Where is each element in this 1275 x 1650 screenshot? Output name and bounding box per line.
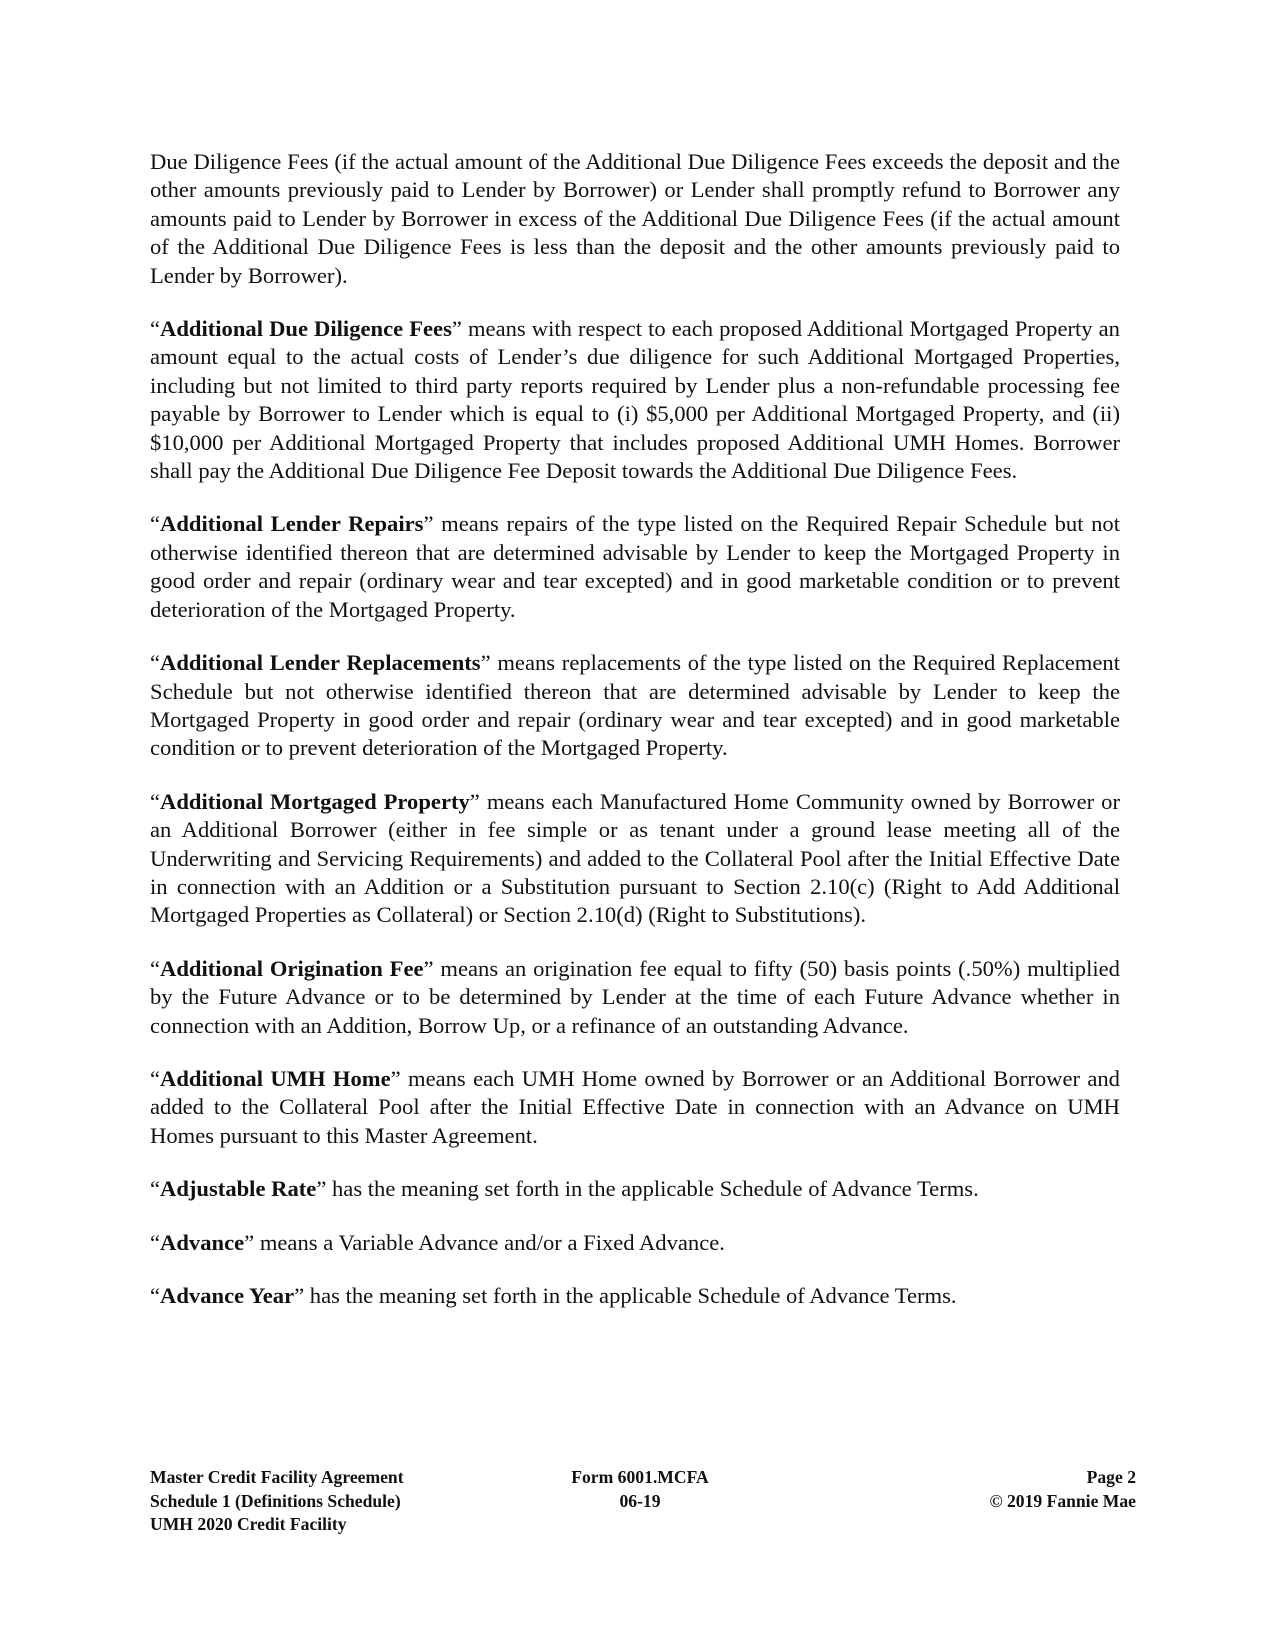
defined-term: Additional UMH Home xyxy=(160,1065,391,1091)
footer-page-info xyxy=(876,1466,1136,1513)
definition-text: means each Manufactured Home Community owned by Borrower or an Additional Borrower (either in fee simple or as tenant under a ground lease meeting all of the Underwriting and Servicing Requirements) and added to the Collateral Pool after the Initial Effective Date in connection with an Addition or a Substitution pursuant to Section 2.10(c) (Right to Add Additional Mortgaged Properties as Collateral) or Section 2.10(d) (Right to Substitutions). xyxy=(150,788,1120,928)
definition-text: has the meaning set forth in the applicable Schedule of Advance Terms. xyxy=(332,1176,979,1202)
definition-advance-year: “Advance Year” has the meaning set forth in the applicable Schedule of Advance Terms. xyxy=(150,1283,957,1308)
defined-term: Additional Lender Repairs xyxy=(160,511,424,537)
paragraph-text: Due Diligence Fees (if the actual amount of the Additional Due Diligence Fees exceeds the deposit and the other amounts previously paid to Lender by Borrower) or Lender shall promptly refund to Borrower any amounts paid to Lender by Borrower in excess of the Additional Due Diligence Fees (if the actual amount of the Additional Due Diligence Fees is less than the deposit and the other amounts previously paid to Lender by Borrower). xyxy=(150,149,1120,288)
footer-line: UMH 2020 Credit Facility xyxy=(150,1514,347,1534)
definition-text: means with respect to each proposed Additional Mortgaged Property an amount equal to the actual costs of Lender’s due diligence for such Additional Mortgaged Properties, including but not limited to third party reports required by Lender plus a non-refundable processing fee payable by Borrower to Lender which is equal to (i) $5,000 per Additional Mortgaged Property, and (ii) $10,000 per Additional Mortgaged Property that includes proposed Additional UMH Homes. Borrower shall pay the Additional Due Diligence Fee Deposit towards the Additional Due Diligence Fees. xyxy=(150,316,1120,484)
definition-additional-mortgaged-property: “Additional Mortgaged Property” means each Manufactured Home Community owned by Borrower or an Additional Borrower (either in fee simple or as tenant under a ground lease meeting all of the Underwriting and Servicing Requirements) and added to the Collateral Pool after the Initial Effective Date in connection with an Addition or a Substitution pursuant to Section 2.10(c) (Right to Add Additional Mortgaged Properties as Collateral) or Section 2.10(d) (Right to Substitutions). xyxy=(150,788,1120,928)
definition-additional-origination-fee: “Additional Origination Fee” means an origination fee equal to fifty (50) basis points (.50%) multiplied by the Future Advance or to be determined by Lender at the time of each Future Advance whether in connection with an Addition, Borrow Up, or a refinance of an outstanding Advance. xyxy=(150,955,1120,1038)
defined-term: Advance xyxy=(160,1229,245,1255)
definition-text: means replacements of the type listed on the Required Replacement Schedule but not otherwise identified thereon that are determined advisable by Lender to keep the Mortgaged Property in good order and repair (ordinary wear and tear excepted) and in good marketable condition or to prevent deterioration of the Mortgaged Property. xyxy=(150,650,1120,761)
defined-term: Additional Origination Fee xyxy=(160,955,424,981)
footer-document-title xyxy=(150,1466,510,1537)
definition-text: means a Variable Advance and/or a Fixed Advance. xyxy=(259,1229,725,1255)
defined-term: Additional Mortgaged Property xyxy=(160,788,470,814)
footer-line: 06-19 xyxy=(619,1490,661,1511)
footer-form-number xyxy=(530,1466,750,1513)
defined-term: Additional Lender Replacements xyxy=(160,650,481,676)
footer-line: Schedule 1 (Definitions Schedule) xyxy=(150,1490,401,1511)
page-number: Page 2 xyxy=(1086,1467,1136,1487)
definition-additional-due-diligence-fees: “Additional Due Diligence Fees” means with respect to each proposed Additional Mortgaged Property an amount equal to the actual costs of Lender’s due diligence for such Additional Mortgaged Properties, including but not limited to third party reports required by Lender plus a non-refundable processing fee payable by Borrower to Lender which is equal to (i) $5,000 per Additional Mortgaged Property, and (ii) $10,000 per Additional Mortgaged Property that includes proposed Additional UMH Homes. Borrower shall pay the Additional Due Diligence Fee Deposit towards the Additional Due Diligence Fees. xyxy=(150,316,1120,484)
defined-term: Additional Due Diligence Fees xyxy=(160,316,452,342)
definition-text: means an origination fee equal to fifty (50) basis points (.50%) multiplied by the Future Advance or to be determined by Lender at the time of each Future Advance whether in connection with an Addition, Borrow Up, or a refinance of an outstanding Advance. xyxy=(150,955,1120,1038)
defined-term: Advance Year xyxy=(160,1283,295,1308)
definition-text: means repairs of the type listed on the Required Repair Schedule but not otherwise identified thereon that are determined advisable by Lender to keep the Mortgaged Property in good order and repair (ordinary wear and tear excepted) and in good marketable condition or to prevent deterioration of the Mortgaged Property. xyxy=(150,511,1120,622)
defined-term: Adjustable Rate xyxy=(160,1176,317,1202)
definition-advance: “Advance” means a Variable Advance and/or a Fixed Advance. xyxy=(150,1229,725,1255)
definition-adjustable-rate: “Adjustable Rate” has the meaning set forth in the applicable Schedule of Advance Terms. xyxy=(150,1176,979,1202)
footer-line: Master Credit Facility Agreement xyxy=(150,1467,404,1487)
document-body xyxy=(150,148,1120,1335)
definition-additional-umh-home: “Additional UMH Home” means each UMH Home owned by Borrower or an Additional Borrower and added to the Collateral Pool after the Initial Effective Date in connection with an Advance on UMH Homes pursuant to this Master Agreement. xyxy=(150,1065,1120,1148)
definition-text: has the meaning set forth in the applicable Schedule of Advance Terms. xyxy=(309,1283,957,1308)
definition-additional-lender-replacements: “Additional Lender Replacements” means replacements of the type listed on the Required Replacement Schedule but not otherwise identified thereon that are determined advisable by Lender to keep the Mortgaged Property in good order and repair (ordinary wear and tear excepted) and in good marketable condition or to prevent deterioration of the Mortgaged Property. xyxy=(150,650,1120,761)
copyright: © 2019 Fannie Mae xyxy=(989,1490,1136,1511)
footer-line: Form 6001.MCFA xyxy=(571,1467,709,1487)
definition-text: means each UMH Home owned by Borrower or an Additional Borrower and added to the Collateral Pool after the Initial Effective Date in connection with an Advance on UMH Homes pursuant to this Master Agreement. xyxy=(150,1065,1120,1148)
definition-additional-lender-repairs: “Additional Lender Repairs” means repairs of the type listed on the Required Repair Schedule but not otherwise identified thereon that are determined advisable by Lender to keep the Mortgaged Property in good order and repair (ordinary wear and tear excepted) and in good marketable condition or to prevent deterioration of the Mortgaged Property. xyxy=(150,511,1120,622)
paragraph-continuation xyxy=(150,148,1120,290)
